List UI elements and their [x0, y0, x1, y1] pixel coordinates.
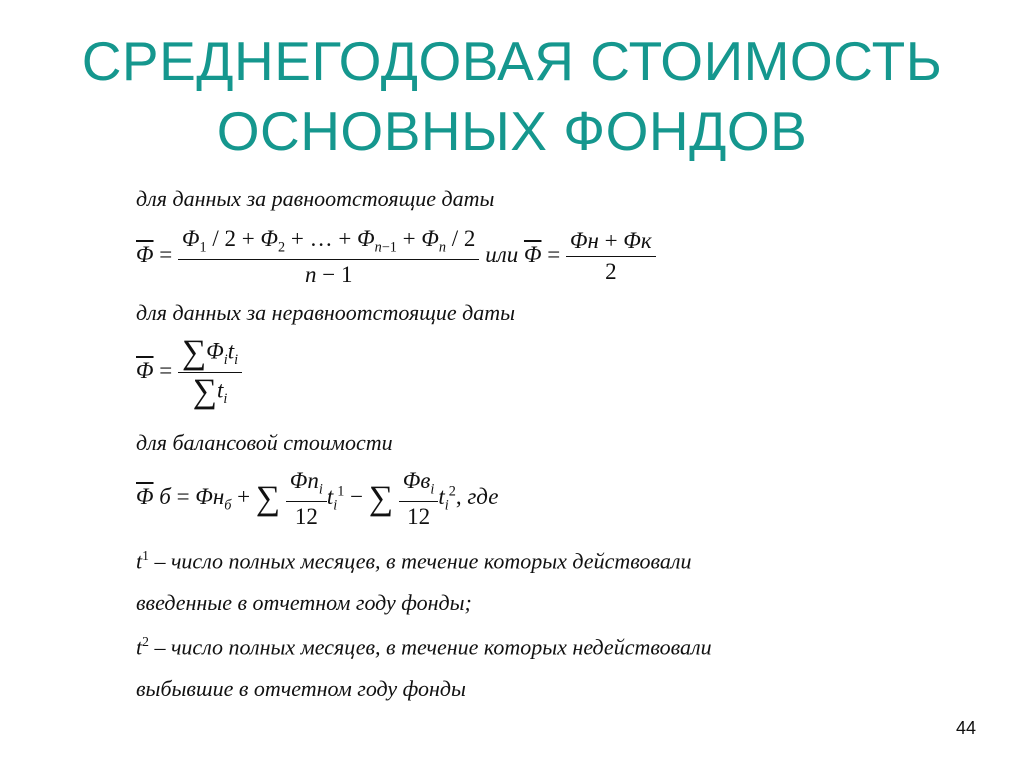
fraction-simple: $\frac{\Phi н + \Phi к}{2}$	[566, 228, 656, 285]
caption-unequal-dates: для данных за неравноотстоящие даты	[136, 300, 516, 325]
formula-balance-value: $\overline{\Phi}$ $б = \Phi н_б$ + ∑ $\frac{\Phi n_i}{12}$ $t_i^1$ − ∑ $\frac{\Phi в_i}{12}$ $t_i^2$, где	[136, 468, 499, 529]
formula-equal-dates: $\overline{\Phi}$ = $\frac{\Phi_1 / 2 + \Phi_2 + \dots + \Phi_{n-1} + \Phi_n / 2}{n - 1}$ или $\overline{\Phi}$ = $\frac{\Phi н + \Phi к}{2}$	[136, 226, 656, 288]
definition-t2: $t^2$ – число полных месяцев, в течение которых недействовали	[136, 634, 712, 660]
definition-t1-text: – число полных месяцев, в течение которых действовали	[154, 548, 692, 574]
caption-equal-dates: для данных за равноотстоящие даты	[136, 186, 495, 211]
page-number: 44	[955, 718, 976, 738]
formula-unequal-dates: $\overline{\Phi}$ = $\frac{\sum\Phi_it_i}{\sum t_i}$	[136, 336, 242, 409]
definition-t1: $t^1$ – число полных месяцев, в течение которых действовали	[136, 548, 692, 574]
definition-t1-cont: введенные в отчетном году фонды;	[136, 590, 472, 615]
fraction-equal-dates: $\frac{\Phi_1 / 2 + \Phi_2 + \dots + \Phi_{n-1} + \Phi_n / 2}{n - 1}$	[178, 226, 479, 288]
where-word: где	[467, 484, 499, 510]
fraction-retired: $\frac{\Phi в_i}{12}$	[399, 468, 438, 530]
definition-t2-text: – число полных месяцев, в течение которых недействовали	[154, 634, 712, 660]
title-line-2: ОСНОВНЫХ ФОНДОВ	[216, 100, 808, 162]
slide-title	[0, 26, 1024, 166]
or-word: или	[485, 242, 519, 268]
caption-balance-value: для балансовой стоимости	[136, 430, 393, 455]
definition-t2-cont: выбывшие в отчетном году фонды	[136, 676, 466, 701]
fraction-weighted: $\frac{\sum\Phi_it_i}{\sum t_i}$	[178, 336, 242, 409]
fraction-added: $\frac{\Phi n_i}{12}$	[286, 468, 327, 530]
title-line-1: СРЕДНЕГОДОВАЯ СТОИМОСТЬ	[81, 30, 943, 92]
